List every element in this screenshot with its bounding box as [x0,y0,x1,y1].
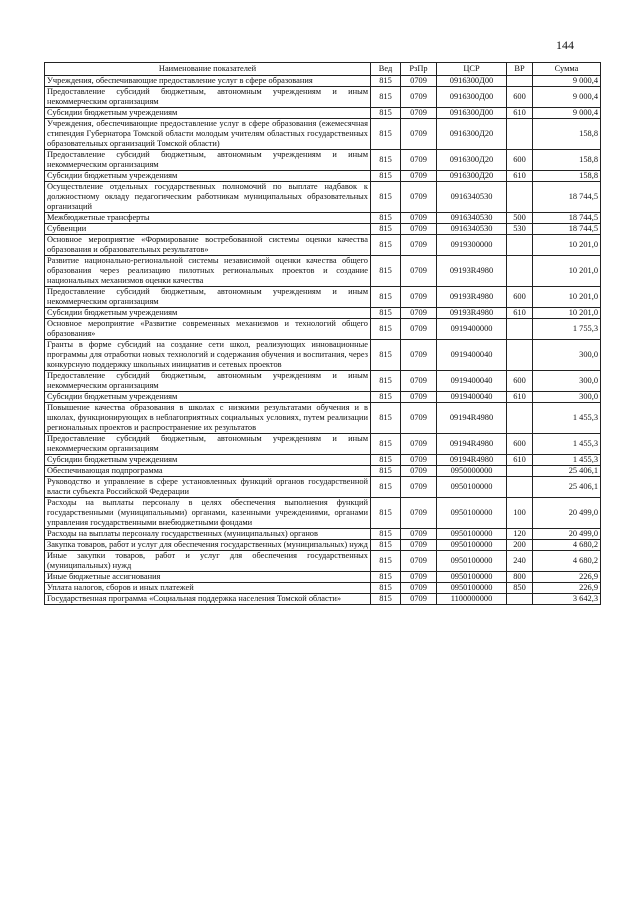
row-sum: 300,0 [533,340,601,371]
row-csr: 0916300Д00 [437,108,507,119]
row-ved: 815 [371,171,401,182]
table-row [45,235,601,256]
row-name: Субсидии бюджетным учреждениям [45,171,371,182]
row-csr: 0950100000 [437,572,507,583]
row-name: Осуществление отдельных государственных полномочий по выплате надбавок к должностному окладу педагогическим работникам муниципальных образовательных организаций [45,182,371,213]
row-ved: 815 [371,477,401,498]
row-name: Развитие национально-региональной системы независимой оценки качества общего образования через реализацию пилотных региональных проектов и создание национальных механизмов оценки качества [45,256,371,287]
row-name: Гранты в форме субсидий на создание сети школ, реализующих инновационные программы для отработки новых технологий и содержания обучения и воспитания, через конкурсную поддержку школьных инициатив и сетевых проектов [45,340,371,371]
header-rzpr: РзПр [401,63,437,76]
row-sum: 25 406,1 [533,466,601,477]
table-row [45,171,601,182]
row-vr [507,76,533,87]
row-csr: 0916300Д20 [437,119,507,150]
row-vr [507,594,533,605]
row-vr [507,119,533,150]
row-rzpr: 0709 [401,466,437,477]
row-sum: 9 000,4 [533,87,601,108]
table-row [45,551,601,572]
row-vr: 530 [507,224,533,235]
row-ved: 815 [371,529,401,540]
row-vr: 600 [507,434,533,455]
row-ved: 815 [371,182,401,213]
row-name: Основное мероприятие «Развитие современных механизмов и технологий общего образования» [45,319,371,340]
row-ved: 815 [371,224,401,235]
row-rzpr: 0709 [401,108,437,119]
table-row [45,319,601,340]
row-name: Иные закупки товаров, работ и услуг для обеспечения государственных (муниципальных) нужд [45,551,371,572]
row-sum: 300,0 [533,371,601,392]
row-csr: 0916300Д00 [437,87,507,108]
row-rzpr: 0709 [401,403,437,434]
row-sum: 10 201,0 [533,287,601,308]
table-row [45,498,601,529]
row-rzpr: 0709 [401,256,437,287]
row-csr: 0950000000 [437,466,507,477]
row-sum: 158,8 [533,119,601,150]
row-sum: 18 744,5 [533,213,601,224]
row-vr [507,235,533,256]
row-name: Субсидии бюджетным учреждениям [45,392,371,403]
header-sum: Сумма [533,63,601,76]
table-row [45,87,601,108]
row-vr [507,477,533,498]
row-sum: 9 000,4 [533,108,601,119]
page-number: 144 [556,38,574,52]
row-sum: 20 499,0 [533,498,601,529]
table-row [45,224,601,235]
row-csr: 0919400040 [437,392,507,403]
table-row [45,256,601,287]
row-name: Предоставление субсидий бюджетным, автономным учреждениям и иным некоммерческим организациям [45,87,371,108]
row-rzpr: 0709 [401,572,437,583]
row-sum: 300,0 [533,392,601,403]
row-ved: 815 [371,594,401,605]
row-csr: 0916340530 [437,213,507,224]
row-vr: 800 [507,572,533,583]
row-name: Предоставление субсидий бюджетным, автономным учреждениям и иным некоммерческим организациям [45,434,371,455]
row-rzpr: 0709 [401,434,437,455]
row-rzpr: 0709 [401,319,437,340]
row-name: Предоставление субсидий бюджетным, автономным учреждениям и иным некоммерческим организациям [45,287,371,308]
row-sum: 158,8 [533,150,601,171]
row-ved: 815 [371,551,401,572]
row-rzpr: 0709 [401,540,437,551]
row-ved: 815 [371,119,401,150]
table-row [45,477,601,498]
row-name: Обеспечивающая подпрограмма [45,466,371,477]
row-ved: 815 [371,108,401,119]
table-row [45,308,601,319]
row-sum: 18 744,5 [533,224,601,235]
table-row [45,371,601,392]
row-name: Субсидии бюджетным учреждениям [45,455,371,466]
row-vr [507,256,533,287]
table-row [45,455,601,466]
row-ved: 815 [371,235,401,256]
row-vr [507,319,533,340]
row-name: Закупка товаров, работ и услуг для обеспечения государственных (муниципальных) нужд [45,540,371,551]
header-name: Наименование показателей [45,63,371,76]
table-row [45,403,601,434]
row-rzpr: 0709 [401,371,437,392]
row-csr: 09194R4980 [437,434,507,455]
row-vr: 610 [507,455,533,466]
row-ved: 815 [371,76,401,87]
row-name: Субсидии бюджетным учреждениям [45,108,371,119]
row-csr: 0950100000 [437,498,507,529]
row-rzpr: 0709 [401,529,437,540]
row-name: Межбюджетные трансферты [45,213,371,224]
row-ved: 815 [371,392,401,403]
row-rzpr: 0709 [401,498,437,529]
row-ved: 815 [371,308,401,319]
row-ved: 815 [371,150,401,171]
row-sum: 1 755,3 [533,319,601,340]
row-name: Учреждения, обеспечивающие предоставление услуг в сфере образования [45,76,371,87]
table-row [45,572,601,583]
row-sum: 9 000,4 [533,76,601,87]
row-name: Расходы на выплаты персоналу в целях обеспечения выполнения функций государственными (муниципальными) органами, казенными учреждениями, органами управления государственными внебюджетными фондами [45,498,371,529]
table-row [45,150,601,171]
row-vr: 600 [507,150,533,171]
table-row [45,340,601,371]
table-row [45,76,601,87]
row-csr: 0919300000 [437,235,507,256]
row-csr: 0950100000 [437,551,507,572]
row-csr: 0919400000 [437,319,507,340]
row-csr: 0950100000 [437,583,507,594]
row-ved: 815 [371,434,401,455]
budget-table [44,62,601,605]
row-sum: 3 642,3 [533,594,601,605]
row-name: Уплата налогов, сборов и иных платежей [45,583,371,594]
row-csr: 0916340530 [437,224,507,235]
row-sum: 4 680,2 [533,551,601,572]
table-row [45,392,601,403]
row-name: Руководство и управление в сфере установленных функций органов государственной власти субъекта Российской Федерации [45,477,371,498]
row-vr [507,403,533,434]
row-ved: 815 [371,403,401,434]
row-rzpr: 0709 [401,477,437,498]
row-vr [507,340,533,371]
row-csr: 0916340530 [437,182,507,213]
row-csr: 09193R4980 [437,287,507,308]
row-name: Расходы на выплаты персоналу государственных (муниципальных) органов [45,529,371,540]
table-row [45,287,601,308]
row-ved: 815 [371,213,401,224]
row-name: Основное мероприятие «Формирование востребованной системы оценки качества образования и образовательных результатов» [45,235,371,256]
row-csr: 09193R4980 [437,308,507,319]
row-csr: 09194R4980 [437,403,507,434]
row-ved: 815 [371,540,401,551]
row-rzpr: 0709 [401,76,437,87]
row-name: Государственная программа «Социальная поддержка населения Томской области» [45,594,371,605]
row-sum: 1 455,3 [533,455,601,466]
row-csr: 0919400040 [437,340,507,371]
row-vr: 610 [507,171,533,182]
row-vr [507,466,533,477]
row-vr: 100 [507,498,533,529]
row-name: Учреждения, обеспечивающие предоставление услуг в сфере образования (ежемесячная стипендия Губернатора Томской области молодым учителям областных государственных образовательных организаций Томской области) [45,119,371,150]
table-row [45,213,601,224]
table-row [45,434,601,455]
row-rzpr: 0709 [401,340,437,371]
header-csr: ЦСР [437,63,507,76]
row-vr: 600 [507,287,533,308]
row-sum: 25 406,1 [533,477,601,498]
row-csr: 0916300Д20 [437,150,507,171]
row-sum: 1 455,3 [533,403,601,434]
row-vr: 120 [507,529,533,540]
row-vr: 600 [507,371,533,392]
row-vr: 240 [507,551,533,572]
table-row [45,529,601,540]
row-name: Иные бюджетные ассигнования [45,572,371,583]
row-rzpr: 0709 [401,455,437,466]
row-name: Субсидии бюджетным учреждениям [45,308,371,319]
row-ved: 815 [371,87,401,108]
row-rzpr: 0709 [401,224,437,235]
row-vr: 600 [507,87,533,108]
row-sum: 226,9 [533,572,601,583]
table-body [45,76,601,605]
row-csr: 1100000000 [437,594,507,605]
row-sum: 226,9 [533,583,601,594]
row-rzpr: 0709 [401,150,437,171]
row-vr: 610 [507,308,533,319]
row-csr: 0916300Д00 [437,76,507,87]
row-vr: 500 [507,213,533,224]
row-csr: 0950100000 [437,529,507,540]
row-name: Предоставление субсидий бюджетным, автономным учреждениям и иным некоммерческим организациям [45,371,371,392]
row-ved: 815 [371,466,401,477]
row-vr: 610 [507,108,533,119]
row-ved: 815 [371,498,401,529]
row-rzpr: 0709 [401,213,437,224]
row-rzpr: 0709 [401,308,437,319]
row-csr: 0950100000 [437,477,507,498]
row-rzpr: 0709 [401,287,437,308]
header-ved: Вед [371,63,401,76]
row-sum: 10 201,0 [533,235,601,256]
row-sum: 158,8 [533,171,601,182]
table-row [45,466,601,477]
row-ved: 815 [371,572,401,583]
row-vr: 200 [507,540,533,551]
table-header-row [45,63,601,76]
row-ved: 815 [371,340,401,371]
row-csr: 09193R4980 [437,256,507,287]
header-vr: ВР [507,63,533,76]
row-ved: 815 [371,256,401,287]
row-rzpr: 0709 [401,182,437,213]
row-rzpr: 0709 [401,119,437,150]
table-row [45,182,601,213]
row-name: Предоставление субсидий бюджетным, автономным учреждениям и иным некоммерческим организациям [45,150,371,171]
row-vr [507,182,533,213]
row-ved: 815 [371,287,401,308]
row-ved: 815 [371,371,401,392]
row-sum: 4 680,2 [533,540,601,551]
row-name: Субвенции [45,224,371,235]
row-ved: 815 [371,319,401,340]
row-sum: 10 201,0 [533,308,601,319]
row-rzpr: 0709 [401,594,437,605]
row-rzpr: 0709 [401,235,437,256]
table-row [45,119,601,150]
row-vr: 610 [507,392,533,403]
row-name: Повышение качества образования в школах с низкими результатами обучения и в школах, функционирующих в неблагоприятных социальных условиях, путем реализации региональных проектов и распространение их результатов [45,403,371,434]
table-row [45,540,601,551]
row-csr: 0916300Д20 [437,171,507,182]
row-rzpr: 0709 [401,551,437,572]
row-sum: 18 744,5 [533,182,601,213]
table-row [45,594,601,605]
table-row [45,108,601,119]
row-rzpr: 0709 [401,87,437,108]
row-csr: 0919400040 [437,371,507,392]
row-ved: 815 [371,455,401,466]
row-sum: 1 455,3 [533,434,601,455]
row-sum: 20 499,0 [533,529,601,540]
row-csr: 0950100000 [437,540,507,551]
row-rzpr: 0709 [401,392,437,403]
row-rzpr: 0709 [401,171,437,182]
row-vr: 850 [507,583,533,594]
row-ved: 815 [371,583,401,594]
row-rzpr: 0709 [401,583,437,594]
row-sum: 10 201,0 [533,256,601,287]
row-csr: 09194R4980 [437,455,507,466]
table-row [45,583,601,594]
